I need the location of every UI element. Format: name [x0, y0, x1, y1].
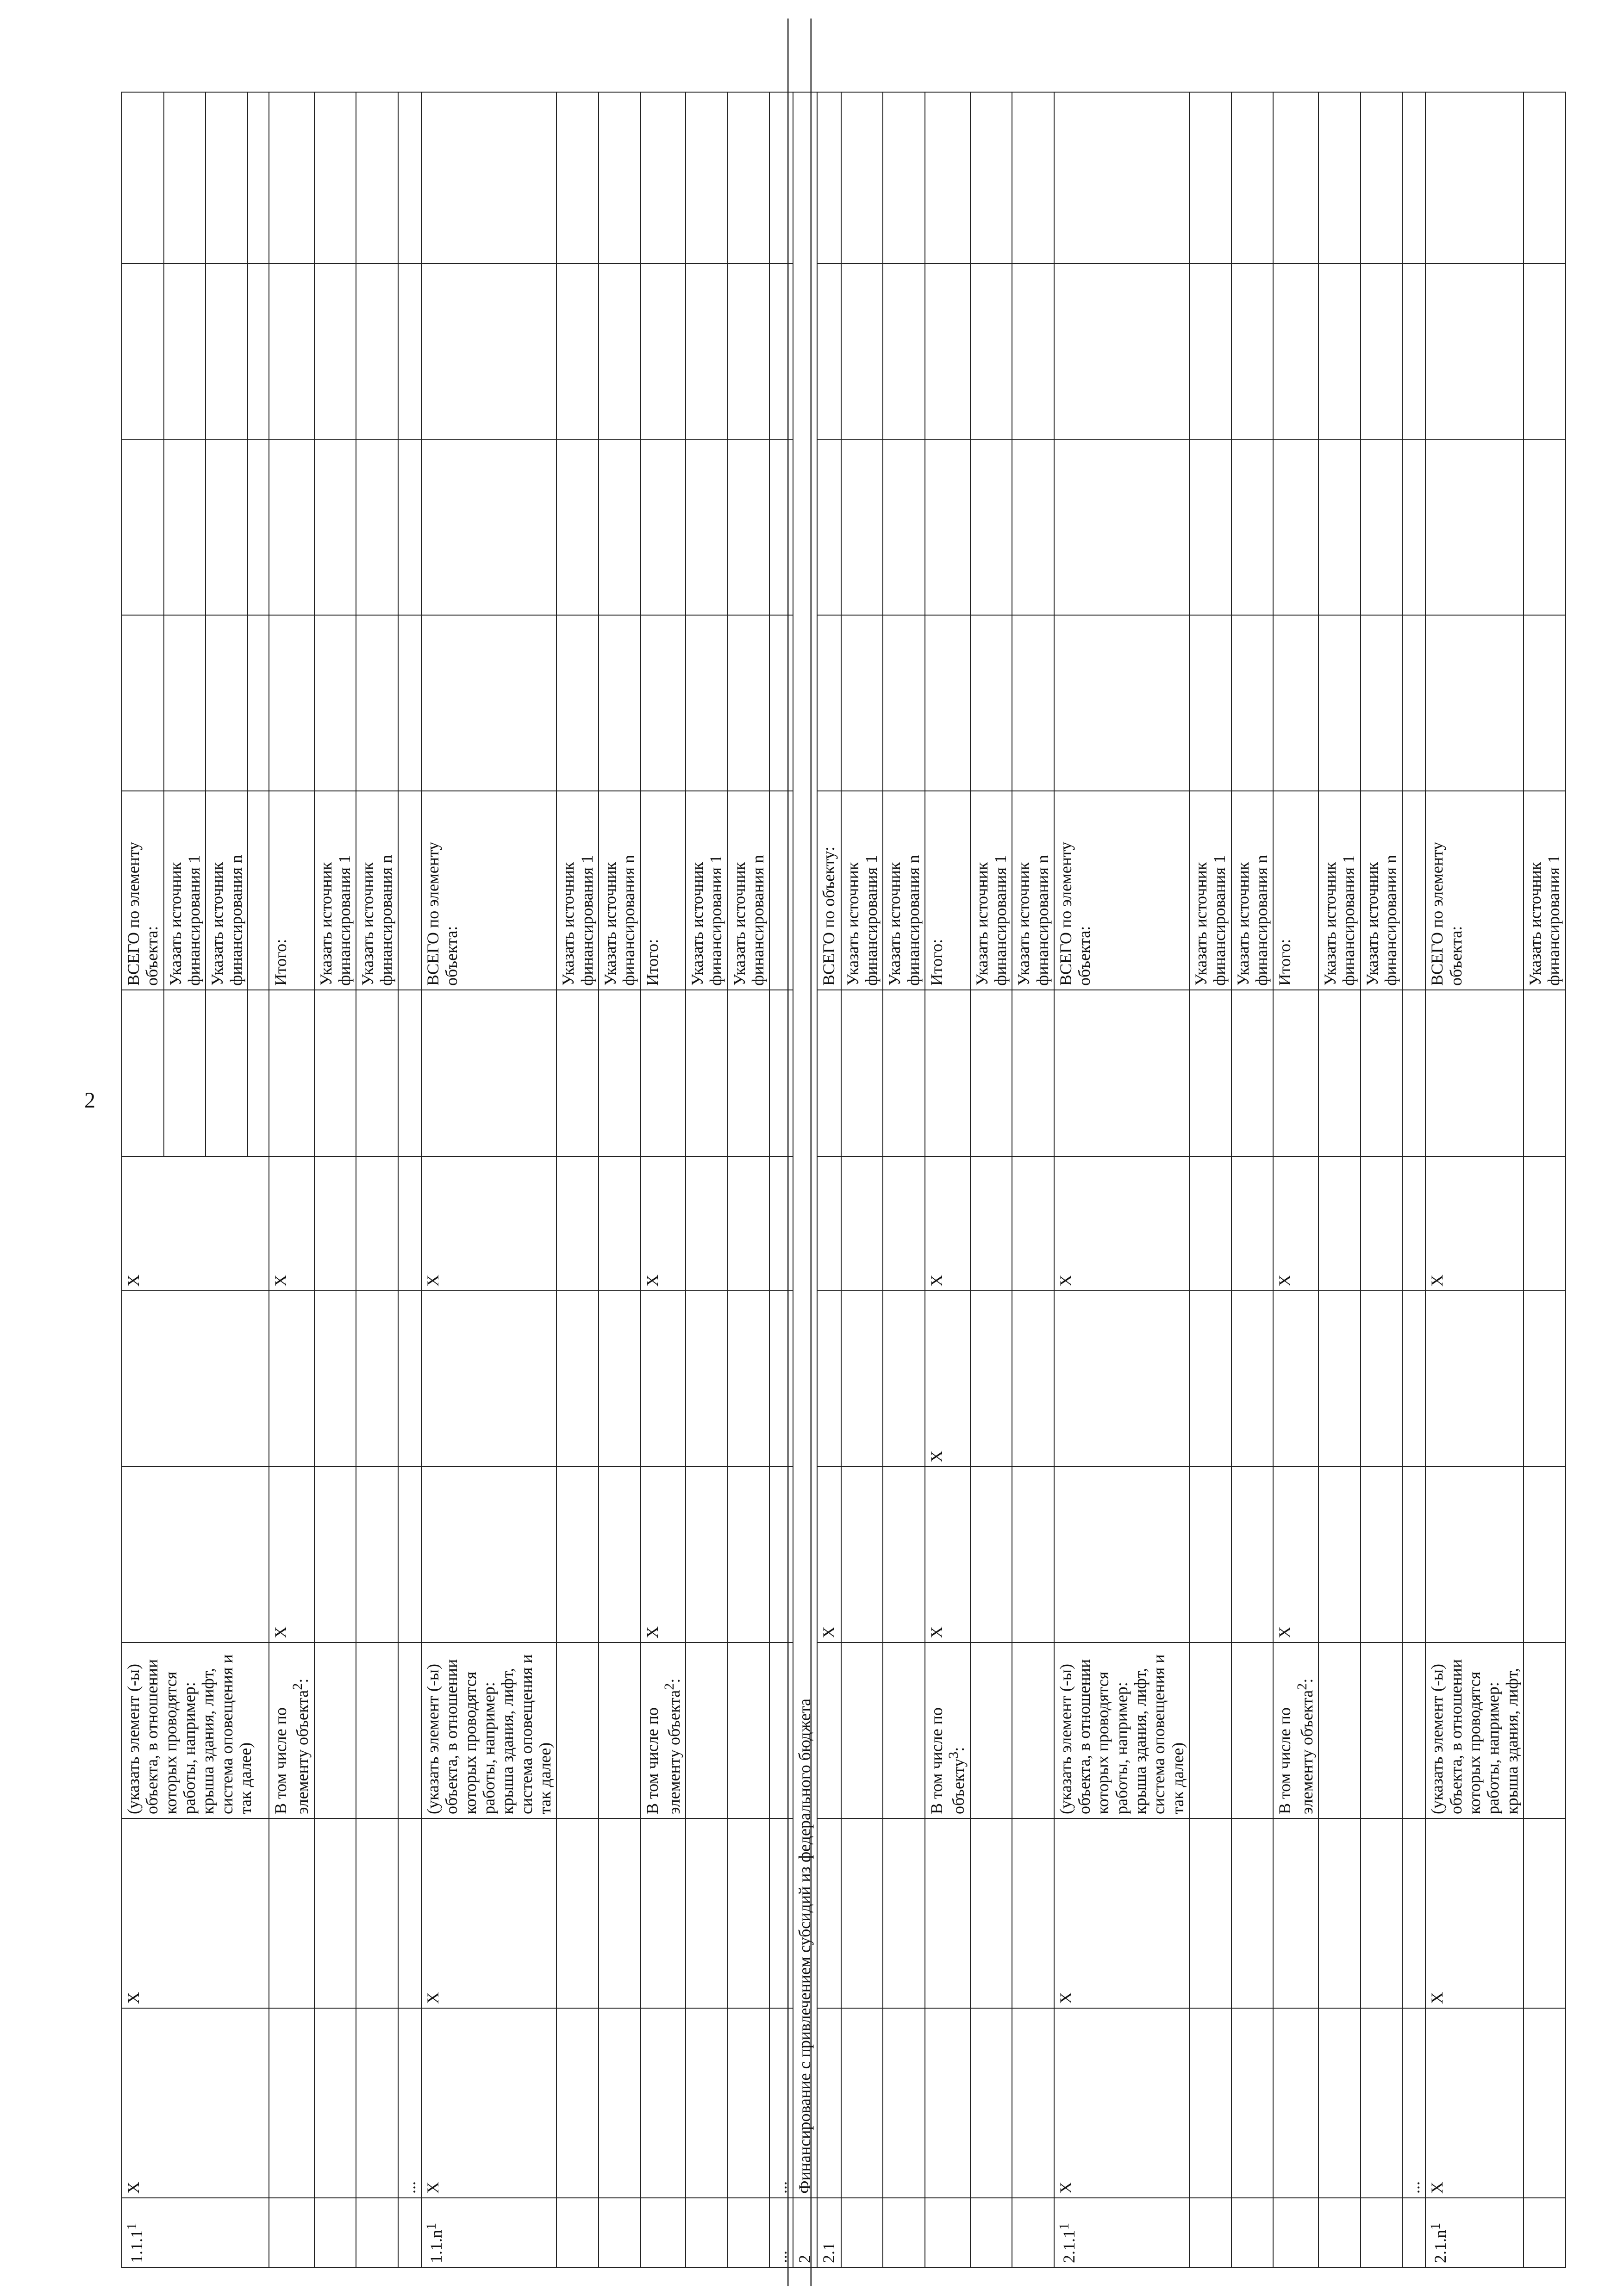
- table-row-2-1-incl: [925, 92, 970, 2267]
- cell-total-element: ВСЕГО по элементу объекта:: [1425, 791, 1524, 990]
- cell-incl-element: В том числе по элементу объекта$^2$:: [641, 1643, 686, 1818]
- table-row-dots: ...: [1402, 92, 1425, 2267]
- cell-x: X: [1425, 1818, 1524, 2008]
- cell-total-element: ВСЕГО по элементу объекта:: [1054, 791, 1189, 990]
- cell-x: X: [1273, 1157, 1318, 1291]
- cell-x: X: [421, 2008, 556, 2198]
- cell-incl-object: В том числе по объекту$^3$:: [925, 1643, 970, 1818]
- cell-incl-element: В том числе по элементу объекта$^2$:: [269, 1643, 314, 1818]
- cell-src1: Указать источник финансирования 1: [556, 791, 599, 990]
- cell-srcn: Указать источник финансирования n: [1012, 791, 1054, 990]
- cell-src1: Указать источник финансирования 1: [164, 791, 206, 990]
- section-title: Финансирование с привлечением субсидий из федерального бюджета: [793, 92, 817, 2198]
- table-row-2-1-n: $2.1.n^1$ X X (указать элемент (-ы) объекта, в отношении которых проводятся работы, например: крыша здания, лифт, X ВСЕГО по элементу объекта:: [1425, 92, 1524, 2267]
- cell-empty: [122, 990, 164, 1157]
- cell-x: X: [122, 1157, 269, 1291]
- cell-subtotal: Итого:: [641, 791, 686, 990]
- cell-x: X: [1054, 2008, 1189, 2198]
- table-row-1-1-1: 1.1.1$^1$ X X (указать элемент (-ы) объекта, в отношении которых проводятся работы, например: крыша здания, лифт, система оповещения и так далее) X ВСЕГО по элементу объекта:: [122, 92, 164, 2267]
- cell-x: X: [1425, 2008, 1524, 2198]
- cell-srcn: Указать источник финансирования n: [206, 791, 248, 990]
- cell-x: X: [925, 1157, 970, 1291]
- cell-srcn: Указать источник финансирования n: [728, 791, 770, 990]
- cell-x: X: [269, 1157, 314, 1291]
- cell-x: X: [1425, 1157, 1524, 1291]
- cell-src1: Указать источник финансирования 1: [1189, 791, 1231, 990]
- cell-srcn: Указать источник финансирования n: [1361, 791, 1403, 990]
- cell-incl-element: В том числе по элементу объекта$^2$:: [1273, 1643, 1318, 1818]
- table-row-1-1-1-incl: [269, 92, 314, 2267]
- cell-subtotal: Итого:: [269, 791, 314, 990]
- cell-srcn: Указать источник финансирования n: [1231, 791, 1274, 990]
- table-row-section-2: 2 Финансирование с привлечением субсидий из федерального бюджета: [793, 92, 817, 2267]
- cell-x: X: [122, 1818, 269, 2008]
- cell-x: X: [421, 1157, 556, 1291]
- cell-element-desc: (указать элемент (-ы) объекта, в отношении которых проводятся работы, например: крыша здания, лифт, система оповещения и так далее): [1054, 1643, 1189, 1818]
- cell-src1: Указать источник финансирования 1: [1524, 791, 1566, 990]
- cell-srcn: Указать источник финансирования n: [883, 791, 925, 990]
- financing-table: [121, 92, 1566, 2268]
- cell-src1: Указать источник финансирования 1: [970, 791, 1012, 990]
- cell-total-object: ВСЕГО по объекту:: [817, 791, 841, 990]
- cell-src1: Указать источник финансирования 1: [1318, 791, 1361, 990]
- table-row-1-1-n: $1.1.n^1$ X X (указать элемент (-ы) объекта, в отношении которых проводятся работы, например: крыша здания, лифт, система оповещения и так далее) X ВСЕГО по элементу объекта:: [421, 92, 556, 2267]
- table-row-dots: ... ...: [769, 92, 793, 2267]
- cell-subtotal: Итого:: [925, 791, 970, 990]
- table-row-2-1: 2.1 X ВСЕГО по объекту:: [817, 92, 841, 2267]
- cell-x: X: [1273, 1467, 1318, 1643]
- rotated-table-page: [121, 93, 1563, 2268]
- cell-empty: [122, 1467, 269, 1643]
- cell-x: X: [269, 1467, 314, 1643]
- cell-srcn: Указать источник финансирования n: [599, 791, 641, 990]
- cell-x: X: [1054, 1818, 1189, 2008]
- cell-subtotal: Итого:: [1273, 791, 1318, 990]
- page-number: 2: [84, 1088, 95, 1113]
- table-row-2-1-1-incl: [1273, 92, 1318, 2267]
- cell-x: X: [925, 1467, 970, 1643]
- table-row-2-1-1: 2.1.1$^1$ X X (указать элемент (-ы) объекта, в отношении которых проводятся работы, например: крыша здания, лифт, система оповещения и так далее) X ВСЕГО по элементу объекта:: [1054, 92, 1189, 2267]
- cell-src1: Указать источник финансирования 1: [686, 791, 728, 990]
- cell-x: X: [817, 1467, 841, 1643]
- cell-total-element: ВСЕГО по элементу объекта:: [421, 791, 556, 990]
- cell-src1: Указать источник финансирования 1: [314, 791, 356, 990]
- cell-x: X: [1054, 1157, 1189, 1291]
- cell-x: X: [641, 1157, 686, 1291]
- cell-src1: Указать источник финансирования 1: [841, 791, 883, 990]
- table-row-1-1-n-incl: [641, 92, 686, 2267]
- row-number: 1.1.1: [127, 2230, 146, 2263]
- cell-element-desc-short: (указать элемент (-ы) объекта, в отношении которых проводятся работы, например: крыша здания, лифт,: [1425, 1643, 1524, 1818]
- cell-element-desc: (указать элемент (-ы) объекта, в отношении которых проводятся работы, например: крыша здания, лифт, система оповещения и так далее): [421, 1643, 556, 1818]
- cell-x: X: [421, 1818, 556, 2008]
- cell-x: X: [122, 2008, 269, 2198]
- cell-srcn: Указать источник финансирования n: [356, 791, 398, 990]
- cell-dots: ...: [398, 2008, 421, 2198]
- cell-total-element: ВСЕГО по элементу объекта:: [122, 791, 164, 990]
- cell-x: X: [641, 1467, 686, 1643]
- cell-element-desc: (указать элемент (-ы) объекта, в отношении которых проводятся работы, например: крыша здания, лифт, система оповещения и так далее): [122, 1643, 269, 1818]
- cell-x: X: [925, 1291, 970, 1467]
- table-row-dots: [398, 92, 421, 2267]
- cell-empty: [122, 1291, 269, 1467]
